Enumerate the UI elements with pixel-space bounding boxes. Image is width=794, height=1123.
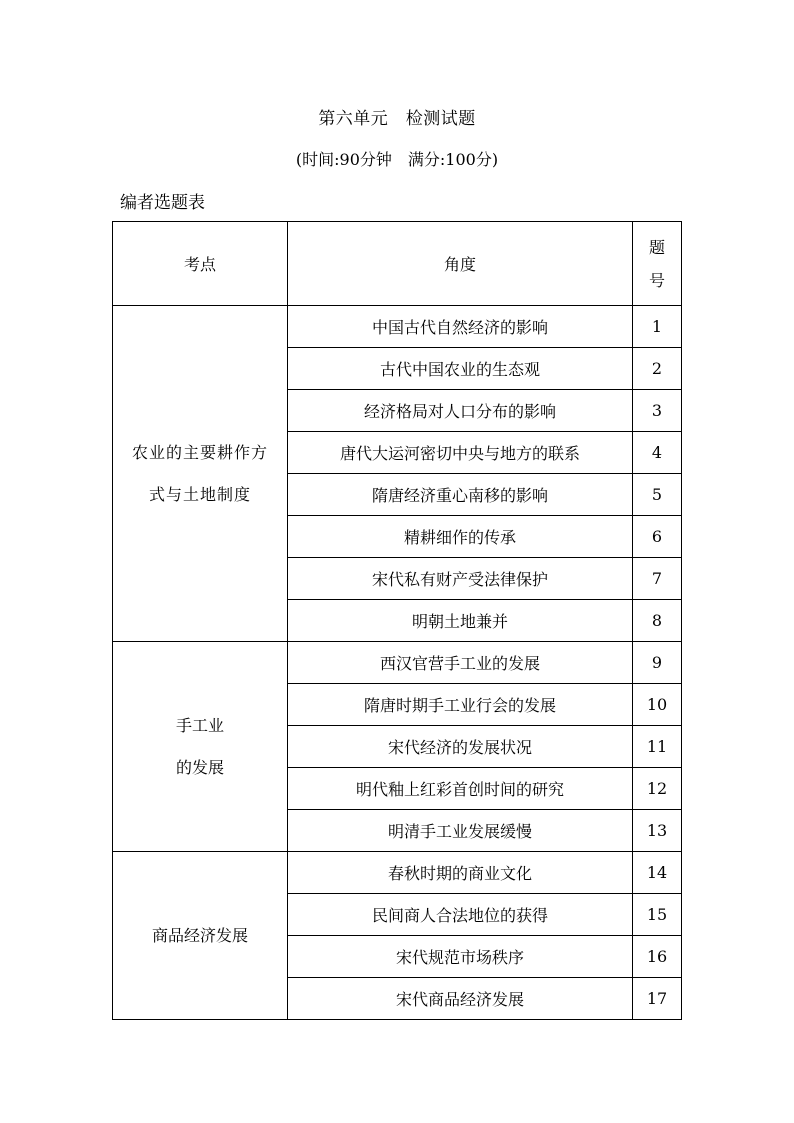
- topic-line: 农业的主要耕作方: [131, 442, 268, 462]
- number-cell: 3: [633, 390, 682, 432]
- table-caption: 编者选题表: [120, 193, 205, 213]
- angle-cell: 经济格局对人口分布的影响: [288, 390, 633, 432]
- topic-selection-table: [112, 221, 682, 1020]
- header-number-line2: 号: [648, 270, 665, 290]
- angle-cell: 隋唐时期手工业行会的发展: [288, 684, 633, 726]
- header-number: [633, 222, 682, 306]
- number-cell: 9: [633, 642, 682, 684]
- number-cell: 8: [633, 600, 682, 642]
- table-row: [113, 852, 682, 894]
- number-cell: 2: [633, 348, 682, 390]
- angle-cell: 民间商人合法地位的获得: [288, 894, 633, 936]
- number-cell: 5: [633, 474, 682, 516]
- topic-line: 手工业: [175, 715, 224, 735]
- angle-cell: 中国古代自然经济的影响: [288, 306, 633, 348]
- angle-cell: 精耕细作的传承: [288, 516, 633, 558]
- angle-cell: 隋唐经济重心南移的影响: [288, 474, 633, 516]
- angle-cell: 明代釉上红彩首创时间的研究: [288, 768, 633, 810]
- number-cell: 4: [633, 432, 682, 474]
- topic-cell-commodity-economy: [113, 852, 288, 1020]
- topic-line: 的发展: [175, 757, 224, 777]
- angle-cell: 西汉官营手工业的发展: [288, 642, 633, 684]
- angle-cell: 明朝土地兼并: [288, 600, 633, 642]
- header-number-line1: 题: [648, 237, 665, 257]
- number-cell: 10: [633, 684, 682, 726]
- table-row: [113, 642, 682, 684]
- angle-cell: 宋代经济的发展状况: [288, 726, 633, 768]
- number-cell: 7: [633, 558, 682, 600]
- number-cell: 11: [633, 726, 682, 768]
- topic-cell-handicraft: [113, 642, 288, 852]
- header-topic: 考点: [113, 222, 288, 306]
- number-cell: 15: [633, 894, 682, 936]
- number-cell: 17: [633, 978, 682, 1020]
- topic-cell-agriculture: [113, 306, 288, 642]
- angle-cell: 唐代大运河密切中央与地方的联系: [288, 432, 633, 474]
- number-cell: 14: [633, 852, 682, 894]
- number-cell: 6: [633, 516, 682, 558]
- number-cell: 13: [633, 810, 682, 852]
- header-angle: 角度: [288, 222, 633, 306]
- topic-line: 商品经济发展: [151, 925, 248, 945]
- angle-cell: 春秋时期的商业文化: [288, 852, 633, 894]
- angle-cell: 宋代私有财产受法律保护: [288, 558, 633, 600]
- angle-cell: 宋代规范市场秩序: [288, 936, 633, 978]
- number-cell: 16: [633, 936, 682, 978]
- page-title: 第六单元 检测试题: [318, 109, 476, 129]
- table-header-row: [113, 222, 682, 306]
- page-subtitle: (时间:90分钟 满分:100分): [295, 150, 499, 169]
- angle-cell: 古代中国农业的生态观: [288, 348, 633, 390]
- number-cell: 12: [633, 768, 682, 810]
- number-cell: 1: [633, 306, 682, 348]
- angle-cell: 宋代商品经济发展: [288, 978, 633, 1020]
- table-row: [113, 306, 682, 348]
- angle-cell: 明清手工业发展缓慢: [288, 810, 633, 852]
- topic-line: 式与土地制度: [148, 484, 251, 504]
